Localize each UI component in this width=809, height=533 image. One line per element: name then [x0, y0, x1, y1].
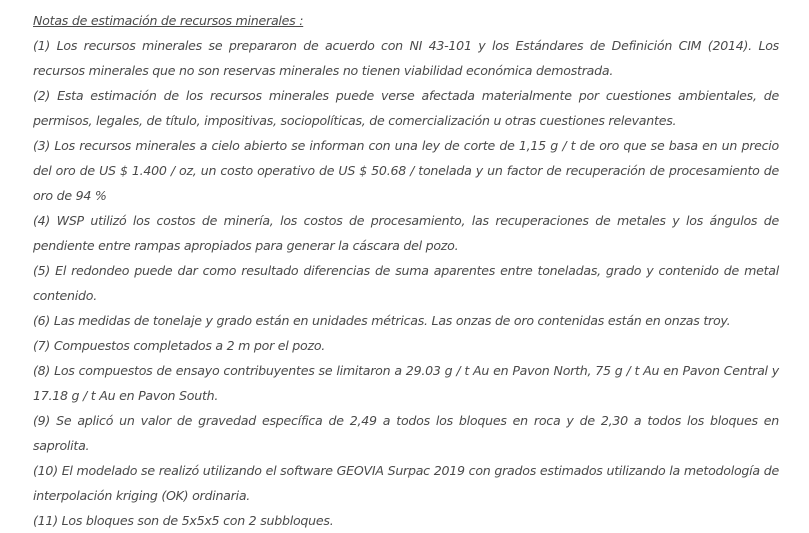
note-10: (10) El modelado se realizó utilizando el software GEOVIA Surpac 2019 con grados estimados utilizando la metodología de interpolación kriging (OK) ordinaria. — [33, 463, 779, 503]
note-8: (8) Los compuestos de ensayo contribuyentes se limitaron a 29.03 g / t Au en Pavon North, 75 g / t Au en Pavon Central y 17.18 g / t Au en Pavon South. — [33, 363, 779, 403]
notes-title — [33, 8, 779, 33]
notes-title-text: Notas de estimación de recursos minerales — [33, 13, 296, 28]
note-3: (3) Los recursos minerales a cielo abierto se informan con una ley de corte de 1,15 g / t de oro que se basa en un precio del oro de US $ 1.400 / oz, un costo operativo de US $ 50.68 / tonelada y un factor de recuperación de procesamiento de oro de 94 % — [33, 138, 779, 203]
note-1: (1) Los recursos minerales se prepararon de acuerdo con NI 43-101 y los Estándares de Definición CIM (2014). Los recursos minerales que no son reservas minerales no tienen viabilidad económica demostrada. — [33, 38, 779, 78]
note-9: (9) Se aplicó un valor de gravedad específica de 2,49 a todos los bloques en roca y de 2,30 a todos los bloques en saprolita. — [33, 413, 779, 453]
note-11: (11) Los bloques son de 5x5x5 con 2 subbloques. — [33, 513, 334, 528]
note-4: (4) WSP utilizó los costos de minería, los costos de procesamiento, las recuperaciones de metales y los ángulos de pendiente entre rampas apropiados para generar la cáscara del pozo. — [33, 213, 779, 253]
notes-title-suffix: : — [295, 13, 304, 28]
note-6: (6) Las medidas de tonelaje y grado están en unidades métricas. Las onzas de oro contenidas están en onzas troy. — [33, 313, 731, 328]
note-2: (2) Esta estimación de los recursos minerales puede verse afectada materialmente por cuestiones ambientales, de permisos, legales, de título, impositivas, sociopolíticas, de comercialización u otras cuestiones relevantes. — [33, 88, 779, 128]
note-7: (7) Compuestos completados a 2 m por el pozo. — [33, 338, 326, 353]
note-5: (5) El redondeo puede dar como resultado diferencias de suma aparentes entre toneladas, grado y contenido de metal contenido. — [33, 263, 779, 303]
